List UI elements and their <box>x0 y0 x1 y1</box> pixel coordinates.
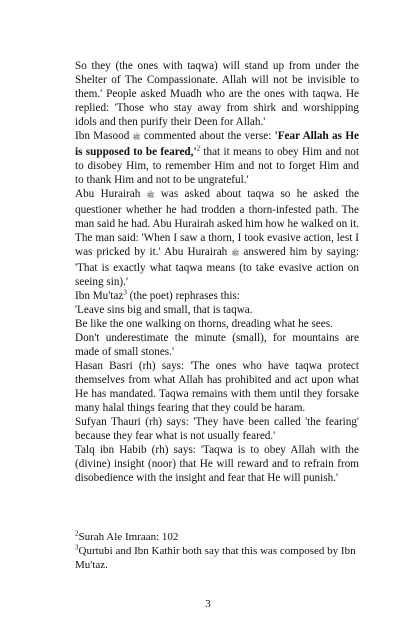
footnote <box>75 544 359 572</box>
page-number: 3 <box>205 598 211 610</box>
text-run: Don't underestimate the minute (small), for mountains are made of small stones.' <box>75 332 359 358</box>
salutation-symbol: ﷺ <box>146 192 155 199</box>
footnote-marker: 2 <box>196 144 201 153</box>
text-run: that it means to obey Him and not to disobey Him, to remember Him and not to forget Him and to thank Him and not to be ungrateful.' <box>75 146 359 186</box>
paragraph <box>75 331 359 359</box>
text-run: commented about the verse: <box>140 130 275 142</box>
paragraph <box>75 443 359 485</box>
footnote-text: Surah Ale Imraan: 102 <box>78 531 179 543</box>
text-run: 'Leave sins big and small, that is taqwa. <box>75 304 253 316</box>
quoted-verse: 'Fear Allah as He is supposed to be feared,' <box>75 130 359 158</box>
footnotes <box>75 530 359 572</box>
text-run: Ibn Mu'taz <box>75 290 124 302</box>
footnote-text: Qurtubi and Ibn Kathir both say that this was composed by Ibn Mu'taz. <box>75 545 356 571</box>
paragraph <box>75 59 359 129</box>
paragraph <box>75 317 359 331</box>
paragraph <box>75 303 359 317</box>
text-run: Talq ibn Habib (rh) says: 'Taqwa is to obey Allah with the (divine) insight (noor) that He will reward and to refrain from disobedience with the insight and fear that He will punish.' <box>75 444 359 484</box>
paragraph <box>75 289 359 303</box>
text-run: Sufyan Thauri (rh) says: 'They have been called 'the fearing' because they fear what is not usually feared.' <box>75 416 359 442</box>
footnote <box>75 530 359 544</box>
text-run: Be like the one walking on thorns, dreading what he sees. <box>75 318 333 330</box>
text-run: Hasan Basri (rh) says: 'The ones who have taqwa protect themselves from what Allah has prohibited and act upon what He has mandated. Taqwa remains with them until they forsake many halal things fearing that they could be haram. <box>75 360 359 414</box>
footnote-number: 3 <box>75 543 79 552</box>
footnote-number: 2 <box>75 529 79 538</box>
text-run: was asked about taqwa so he asked the questioner whether he had trodden a thorn-infested path. The man said he had. Abu Hurairah asked him how he walked on it. The man said: 'When I saw a thorn, I took evasive action, lest I was pricked by it.' Abu Hurairah <box>75 188 359 258</box>
paragraph <box>75 129 359 187</box>
salutation-symbol: ﷺ <box>132 134 141 141</box>
text-run: answered him by saying: 'That is exactly what taqwa means (to take evasive action on seeing sin).' <box>75 246 359 288</box>
paragraph <box>75 415 359 443</box>
footnote-marker: 3 <box>123 288 127 297</box>
paragraph <box>75 187 359 289</box>
text-run: So they (the ones with taqwa) will stand up from under the Shelter of The Compassionate. Allah will not be invisible to them.' People asked Muadh who are the ones with taqwa. He replied: 'Those who stay away from shirk and worshipping idols and then purify their Deen for Allah.' <box>75 60 359 128</box>
body-text <box>75 59 359 485</box>
text-run: (the poet) rephrases this: <box>126 290 240 302</box>
text-run: Ibn Masood <box>75 130 133 142</box>
salutation-symbol: ﷺ <box>231 250 240 257</box>
text-run: Abu Hurairah <box>75 188 147 200</box>
paragraph <box>75 359 359 415</box>
